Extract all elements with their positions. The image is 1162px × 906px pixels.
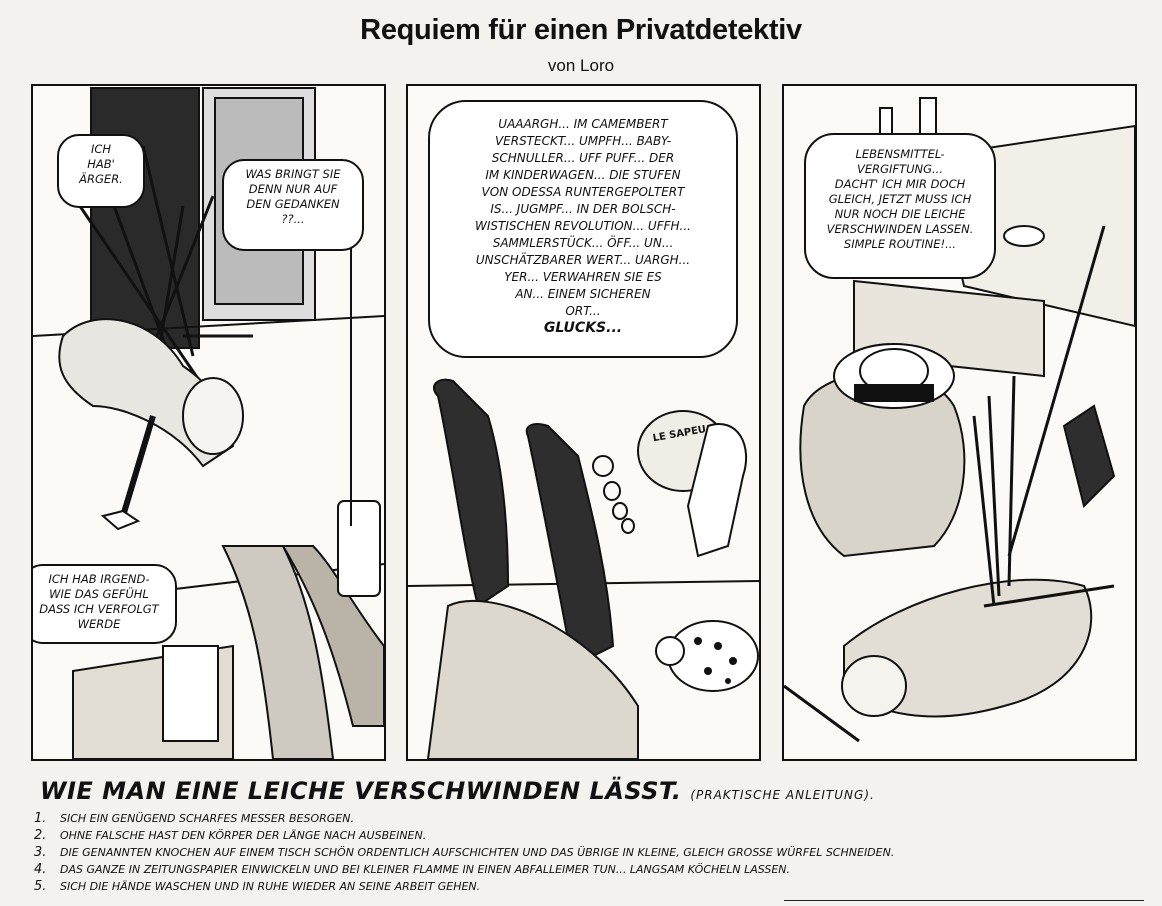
- comic-panel-2: [406, 84, 761, 761]
- speech-line: AN... EINEM SICHEREN: [515, 287, 651, 301]
- speech-line: VERSTECKT... UMPFH... BABY-: [494, 134, 672, 148]
- speech-line: VERGIFTUNG...: [857, 162, 943, 176]
- speech-line: YER... VERWAHREN SIE ES: [504, 270, 662, 284]
- step-text: SICH DIE HÄNDE WASCHEN UND IN RUHE WIEDER AN SEINE ARBEIT GEHEN.: [60, 880, 481, 893]
- speech-bubble-followed: [31, 564, 177, 644]
- speech-line: WISTISCHEN REVOLUTION... UFFH...: [475, 219, 691, 233]
- step-text: DIE GENANNTEN KNOCHEN AUF EINEM TISCH SCHÖN ORDENTLICH AUFSCHICHTEN UND DAS ÜBRIGE IN KLEINE, GLEICH GROSSE WÜRFEL SCHNEIDEN.: [60, 846, 895, 859]
- speech-line: IM KINDERWAGEN... DIE STUFEN: [485, 168, 681, 182]
- speech-line: UAAARGH... IM CAMEMBERT: [498, 117, 668, 131]
- step-number: 3.: [34, 845, 47, 860]
- instruction-step: [34, 810, 894, 827]
- comic-panel-3: [782, 84, 1137, 761]
- speech-line: GLUCKS...: [543, 320, 623, 336]
- author-byline: von Loro: [547, 56, 615, 75]
- instruction-step: [34, 861, 894, 878]
- instructions-subtitle: (PRAKTISCHE ANLEITUNG).: [690, 788, 875, 802]
- speech-line: WIE DAS GEFÜHL: [49, 587, 149, 601]
- cheese-label: LE SAPEU: [651, 424, 707, 445]
- instructions-list: [34, 810, 894, 895]
- speech-bubble-trouble: [57, 134, 145, 208]
- speech-line: DACHT' ICH MIR DOCH: [834, 177, 966, 191]
- speech-line: ÄRGER.: [79, 172, 123, 186]
- speech-line: VERSCHWINDEN LASSEN.: [826, 222, 974, 236]
- speech-line: WERDE: [77, 617, 121, 631]
- speech-line: LEBENSMITTEL-: [855, 147, 945, 161]
- step-text: OHNE FALSCHE HAST DEN KÖRPER DER LÄNGE NACH AUSBEINEN.: [60, 829, 427, 842]
- instruction-step: [34, 844, 894, 861]
- speech-line: ??...: [281, 212, 305, 226]
- instructions-title: WIE MAN EINE LEICHE VERSCHWINDEN LÄSST.: [40, 777, 682, 805]
- page-title: Requiem für einen Privatdetektiv: [360, 14, 802, 46]
- speech-line: GLEICH, JETZT MUSS ICH: [828, 192, 972, 206]
- speech-line: NUR NOCH DIE LEICHE: [834, 207, 966, 221]
- speech-line: ORT...: [565, 304, 601, 318]
- step-number: 2.: [34, 828, 47, 843]
- speech-bubble-question: [222, 159, 364, 251]
- instruction-step: [34, 827, 894, 844]
- speech-line: SCHNULLER... UFF PUFF... DER: [491, 151, 675, 165]
- speech-line: SAMMLERSTÜCK... ÖFF... UN...: [492, 236, 674, 250]
- speech-line: SIMPLE ROUTINE!...: [843, 237, 957, 251]
- speech-line: DENN NUR AUF: [248, 182, 338, 196]
- speech-line: WAS BRINGT SIE: [245, 167, 341, 181]
- speech-line: UNSCHÄTZBARER WERT... UARGH...: [475, 253, 691, 267]
- step-text: SICH EIN GENÜGEND SCHARFES MESSER BESORGEN.: [60, 812, 354, 825]
- speech-bubble-dying-words: [428, 100, 738, 358]
- speech-line: VON ODESSA RUNTERGEPOLTERT: [481, 185, 685, 199]
- speech-line: DEN GEDANKEN: [246, 197, 340, 211]
- speech-bubble-food-poisoning: [804, 133, 996, 279]
- instruction-step: [34, 878, 894, 895]
- step-number: 1.: [34, 811, 47, 826]
- step-number: 4.: [34, 862, 47, 877]
- step-number: 5.: [34, 879, 47, 894]
- speech-line: IS... JUGMPF... IN DER BOLSCH-: [490, 202, 676, 216]
- instructions-heading: [40, 777, 875, 805]
- bottom-rule: [784, 900, 1144, 901]
- speech-line: ICH HAB IRGEND-: [48, 572, 150, 586]
- comic-panel-1: [31, 84, 386, 761]
- speech-line: ICH: [90, 142, 112, 156]
- speech-line: HAB': [87, 157, 115, 171]
- step-text: DAS GANZE IN ZEITUNGSPAPIER EINWICKELN UND BEI KLEINER FLAMME IN EINEN ABFALLEIMER TUN... LANGSAM KÖCHELN LASSEN.: [60, 863, 791, 876]
- speech-line: DASS ICH VERFOLGT: [39, 602, 159, 616]
